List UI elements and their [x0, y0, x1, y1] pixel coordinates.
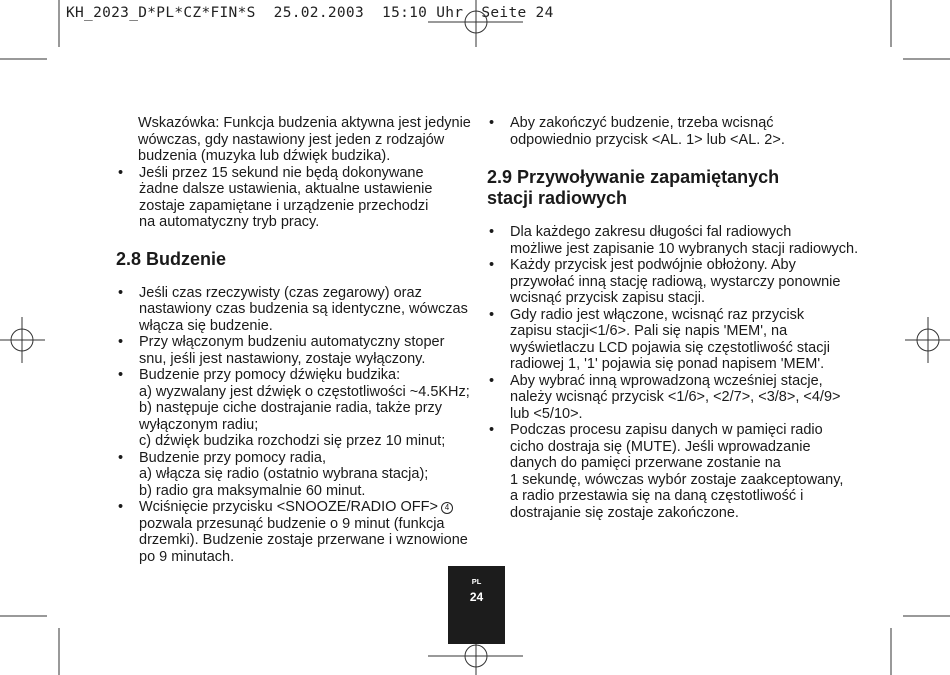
stations-list [487, 224, 859, 521]
list-item [487, 307, 847, 373]
text-line: Każdy przycisk jest podwójnie obłożony. Aby [510, 257, 796, 273]
top-bullet-list [487, 115, 847, 148]
text-line: Podczas procesu zapisu danych w pamięci radio [510, 422, 823, 438]
bullet-icon: • [118, 499, 124, 515]
text-line: zapisu stacji<1/6>. Pali się napis 'MEM', na [510, 323, 788, 339]
text-line: c) dźwięk budzika rozchodzi się przez 10 minut; [139, 433, 446, 449]
right-column [487, 115, 859, 521]
text-line: włącza się budzenie. [139, 317, 273, 334]
bullet-icon: • [489, 422, 495, 438]
text-line: Budzenie przy pomocy dźwięku budzika: [139, 367, 401, 383]
text-line: wówczas, gdy nastawiony jest jeden z rodzajów [138, 131, 445, 148]
text-line: b) radio gra maksymalnie 60 minut. [139, 482, 366, 499]
text-line: żadne dalsze ustawienia, aktualne ustawienie [139, 181, 433, 197]
text-line: budzenia (muzyka lub dźwięk budzika). [138, 148, 391, 164]
list-item [116, 367, 470, 450]
text-line: a) wyzwalany jest dźwięk o częstotliwości ~4.5KHz; [139, 383, 470, 400]
list-item [487, 373, 847, 423]
page-number: 24 [469, 590, 484, 604]
text-line: 1 sekundę, wówczas wybór zostaje zaakceptowany, [510, 471, 844, 488]
list-item [487, 224, 859, 257]
heading-line: 2.9 Przywoływanie zapamiętanych [487, 167, 780, 187]
bullet-icon: • [118, 284, 124, 301]
text-line: zostaje zapamiętane i urządzenie przechodzi [139, 197, 429, 214]
text-line: b) następuje ciche dostrajanie radia, także przy [139, 400, 443, 416]
text-line: a radio przestawia się na daną częstotliwość i [510, 488, 804, 504]
section-heading: 2.8 Budzenie [116, 248, 227, 269]
page-number-tab [448, 566, 505, 644]
text-line [139, 499, 466, 516]
text-line: radiowej 1, '1' pojawia się ponad napisem 'MEM'. [510, 356, 825, 372]
bullet-icon: • [118, 334, 124, 350]
text-line: cicho dostraja się (MUTE). Jeśli wprowadzanie [510, 438, 811, 455]
text-line: należy wcisnąć przycisk <1/6>, <2/7>, <3/8>, <4/9> [510, 389, 841, 405]
bullet-icon: • [489, 115, 495, 131]
text-line: Gdy radio jest włączone, wcisnąć raz przycisk [510, 306, 805, 323]
text-line: lub <5/10>. [510, 405, 583, 422]
language-code: PL [471, 577, 482, 586]
bullet-icon: • [118, 367, 124, 383]
list-item [116, 499, 466, 565]
text-line: snu, jeśli jest nastawiony, zostaje wyłączony. [139, 350, 426, 367]
intro-note [116, 115, 471, 165]
text-line: pozwala przesunąć budzenie o 9 minut (funkcja [139, 515, 445, 532]
text-line: po 9 minutach. [139, 548, 235, 565]
bullet-icon: • [489, 224, 495, 240]
bullet-icon: • [118, 449, 124, 466]
list-item [116, 450, 466, 500]
text-line: Aby zakończyć budzenie, trzeba wcisnąć [510, 115, 774, 131]
text-line: Dla każdego zakresu długości fal radiowych [510, 224, 792, 240]
text-line: wyłączonym radiu; [139, 416, 259, 433]
text-line: przywołać inną stację radiową, wystarczy ponownie [510, 273, 841, 290]
text-line: drzemki). Budzenie zostaje przerwane i wznowione [139, 532, 468, 548]
budzenie-list [116, 284, 470, 566]
text-line: a) włącza się radio (ostatnio wybrana stacja); [139, 466, 429, 482]
snooze-text: Wciśnięcie przycisku <SNOOZE/RADIO OFF> [139, 499, 438, 515]
list-item [116, 285, 466, 335]
text-line: nastawiony czas budzenia są identyczne, wówczas [139, 301, 468, 317]
list-item [487, 257, 847, 307]
heading-line: stacji radiowych [487, 188, 628, 208]
text-line: na automatyczny tryb pracy. [139, 214, 320, 230]
text-line: Jeśli przez 15 sekund nie będą dokonywane [139, 164, 424, 181]
intro-bullet-list [116, 165, 466, 231]
print-slug: KH_2023_D*PL*CZ*FIN*S 25.02.2003 15:10 Uhr Seite 24 [66, 5, 554, 21]
section-heading [487, 167, 847, 209]
list-item [116, 334, 466, 367]
list-item [487, 115, 847, 148]
bullet-icon: • [489, 257, 495, 273]
text-line: Budzenie przy pomocy radia, [139, 449, 326, 466]
text-line: wcisnąć przycisk zapisu stacji. [510, 290, 705, 306]
text-line: Aby wybrać inną wprowadzoną wcześniej stacje, [510, 372, 823, 389]
list-item [487, 422, 847, 521]
text-line: Przy włączonym budzeniu automatyczny stoper [139, 334, 445, 350]
text-line: danych do pamięci przerwane zostanie na [510, 455, 781, 471]
text-line: Jeśli czas rzeczywisty (czas zegarowy) oraz [139, 284, 422, 301]
list-item [116, 165, 466, 231]
text-line: odpowiednio przycisk <AL. 1> lub <AL. 2>. [510, 131, 785, 148]
button-reference-number: 4 [441, 502, 453, 514]
bullet-icon: • [118, 164, 124, 181]
text-line: dostrajanie się zostaje zakończone. [510, 504, 739, 521]
text-line: wyświetlaczu LCD pojawia się częstotliwość stacji [510, 339, 830, 356]
bullet-icon: • [489, 306, 495, 323]
bullet-icon: • [489, 372, 495, 389]
text-line: możliwe jest zapisanie 10 wybranych stacji radiowych. [510, 240, 859, 257]
left-column [116, 115, 471, 565]
text-line: Wskazówka: Funkcja budzenia aktywna jest jedynie [138, 115, 471, 131]
